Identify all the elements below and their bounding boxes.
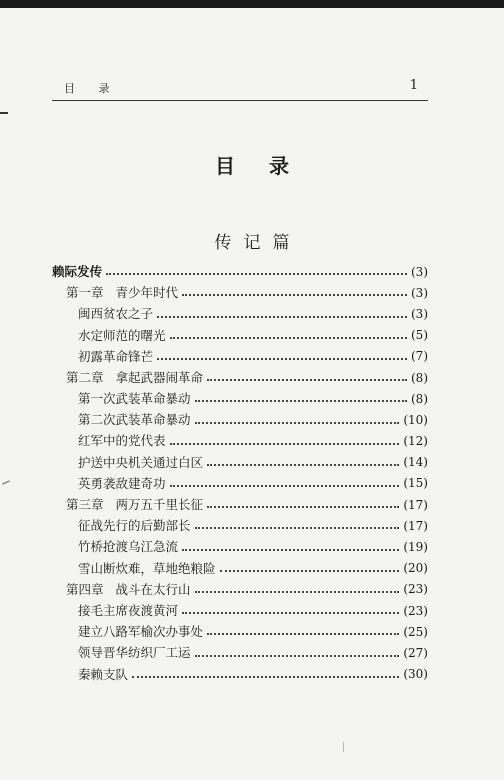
toc-entry[interactable]: [52, 534, 428, 555]
toc-entry-title: [78, 328, 166, 344]
toc-entry[interactable]: [52, 619, 428, 640]
toc-page-number: (23): [403, 582, 428, 597]
toc-page-number: (25): [403, 624, 428, 639]
toc-page-number: (17): [403, 518, 428, 533]
toc-entry[interactable]: [52, 662, 428, 683]
top-edge-rule: [0, 0, 504, 8]
toc-dot-leader: [207, 464, 399, 466]
toc-dot-leader: [157, 358, 407, 360]
page-number: 1: [409, 78, 418, 93]
table-of-contents: [52, 259, 428, 683]
toc-dot-leader: [170, 337, 407, 339]
toc-entry-text: 雪山断炊难，草地绝粮险: [78, 560, 216, 576]
toc-dot-leader: [195, 527, 400, 529]
toc-entry-title: [78, 476, 166, 492]
toc-entry-title: [78, 624, 203, 640]
toc-dot-leader: [195, 591, 400, 593]
toc-dot-leader: [207, 506, 399, 508]
toc-entry[interactable]: [52, 259, 428, 280]
toc-entry-title: [78, 561, 216, 577]
toc-page-number: (14): [403, 455, 428, 470]
toc-entry[interactable]: [52, 492, 428, 513]
toc-chapter-number: 第二章: [66, 369, 104, 385]
toc-entry-title: [78, 603, 178, 619]
toc-entry-text: 征战先行的后勤部长: [78, 518, 191, 534]
toc-entry-text: 英勇袭敌建奇功: [78, 475, 166, 491]
toc-entry-title: [78, 518, 191, 534]
toc-page-number: (3): [411, 306, 428, 321]
toc-entry[interactable]: [52, 471, 428, 492]
page-title: 目录: [215, 154, 323, 178]
toc-entry-text: 竹桥抢渡乌江急流: [78, 539, 179, 555]
toc-dot-leader: [157, 316, 407, 318]
toc-entry[interactable]: [52, 556, 428, 577]
toc-dot-leader: [182, 294, 407, 296]
toc-dot-leader: [182, 549, 399, 551]
toc-entry-text: 第一次武装革命暴动: [78, 391, 191, 407]
toc-entry-title: [66, 370, 203, 386]
toc-entry-text: 建立八路军榆次办事处: [78, 624, 204, 640]
toc-entry[interactable]: [52, 301, 428, 322]
toc-entry-text: 接毛主席夜渡黄河: [78, 602, 179, 618]
toc-page-number: (7): [411, 349, 428, 364]
toc-page-number: (10): [403, 412, 428, 427]
toc-page-number: (15): [403, 476, 428, 491]
toc-entry-text: 战斗在太行山: [115, 581, 191, 597]
toc-chapter-number: 第一章: [66, 285, 104, 301]
toc-page-number: (8): [411, 370, 428, 385]
toc-entry-text: 赖际发传: [52, 263, 103, 279]
toc-entry-text: 红军中的党代表: [78, 433, 166, 449]
toc-dot-leader: [132, 676, 399, 678]
toc-dot-leader: [182, 612, 399, 614]
toc-entry-title: [78, 645, 191, 661]
toc-entry-title: [66, 582, 191, 598]
toc-entry-text: 领导晋华纺织厂工运: [78, 645, 191, 661]
toc-page-number: (19): [403, 540, 428, 555]
toc-page-number: (5): [411, 328, 428, 343]
toc-entry-title: [66, 285, 178, 301]
toc-entry-title: [78, 306, 153, 322]
toc-page-number: (27): [403, 645, 428, 660]
toc-page-number: (3): [411, 264, 428, 279]
toc-entry-text: 秦赖支队: [78, 666, 129, 682]
running-head: [52, 80, 428, 101]
toc-entry-title: [78, 412, 191, 428]
toc-entry-text: 第二次武装革命暴动: [78, 412, 191, 428]
toc-entry[interactable]: [52, 429, 428, 450]
toc-chapter-number: 第三章: [66, 497, 104, 512]
toc-entry-text: 初露革命锋芒: [78, 348, 154, 364]
margin-mark-small: [2, 480, 10, 484]
toc-dot-leader: [207, 633, 399, 635]
toc-dot-leader: [207, 379, 407, 381]
toc-entry-text: 青少年时代: [115, 285, 179, 301]
toc-dot-leader: [170, 443, 400, 445]
toc-entry[interactable]: [52, 577, 428, 598]
toc-entry[interactable]: [52, 323, 428, 344]
toc-dot-leader: [195, 422, 400, 424]
toc-entry[interactable]: [52, 513, 428, 534]
toc-dot-leader: [195, 400, 407, 402]
toc-entry-text: 两万五千里长征: [115, 497, 204, 512]
running-head-title: 目 录: [64, 82, 120, 95]
toc-dot-leader: [170, 485, 400, 487]
toc-entry-title: [66, 497, 203, 513]
toc-entry-text: 水定师范的曙光: [78, 327, 166, 343]
toc-page-number: (30): [403, 667, 428, 682]
toc-entry[interactable]: [52, 365, 428, 386]
toc-page-number: (8): [411, 391, 428, 406]
toc-dot-leader: [195, 655, 400, 657]
toc-entry-title: [78, 391, 191, 407]
toc-entry-text: 护送中央机关通过白区: [78, 454, 204, 470]
toc-entry[interactable]: [52, 450, 428, 471]
toc-entry-text: 拿起武器闹革命: [115, 369, 204, 385]
toc-entry[interactable]: [52, 386, 428, 407]
toc-entry-title: [78, 539, 178, 555]
toc-entry-title: [52, 264, 102, 280]
toc-entry-title: [78, 349, 153, 365]
toc-entry[interactable]: [52, 280, 428, 301]
toc-entry[interactable]: [52, 344, 428, 365]
toc-entry[interactable]: [52, 598, 428, 619]
toc-page-number: (20): [403, 561, 428, 576]
toc-entry-text: 闽西贫农之子: [78, 306, 154, 322]
toc-dot-leader: [220, 570, 400, 572]
toc-page-number: (17): [403, 497, 428, 512]
toc-entry-title: [78, 433, 166, 449]
fold-mark: [343, 742, 344, 752]
toc-dot-leader: [106, 273, 407, 275]
toc-page-number: (3): [411, 285, 428, 300]
toc-entry-title: [78, 667, 128, 683]
margin-mark: [0, 112, 8, 114]
toc-page-number: (12): [403, 434, 428, 449]
toc-entry-title: [78, 455, 203, 471]
section-title: 传记篇: [214, 233, 302, 253]
toc-chapter-number: 第四章: [66, 581, 104, 597]
toc-page-number: (23): [403, 603, 428, 618]
toc-entry[interactable]: [52, 407, 428, 428]
toc-entry[interactable]: [52, 640, 428, 661]
